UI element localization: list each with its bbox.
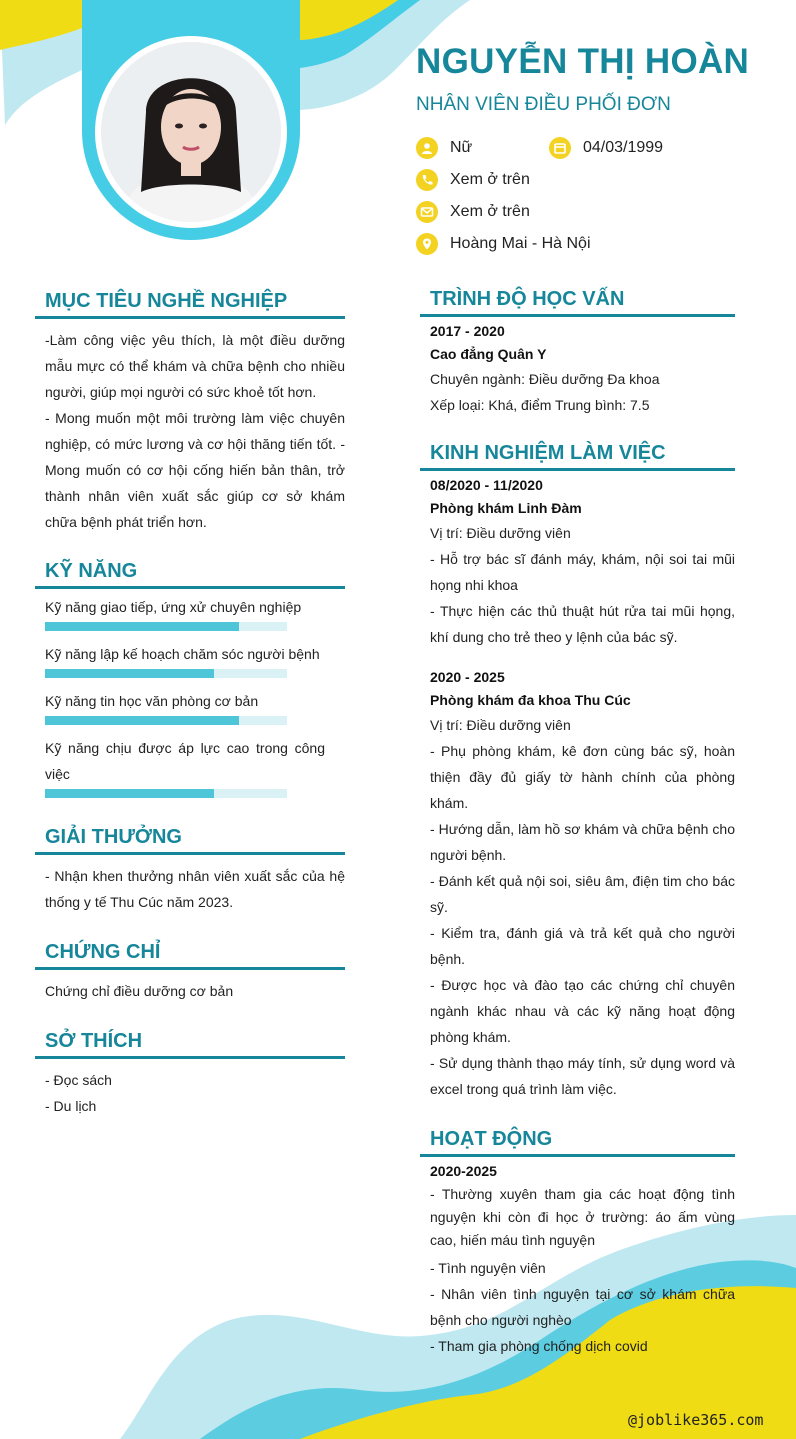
skill-label: Kỹ năng tin học văn phòng cơ bản: [45, 693, 259, 709]
skill-bar-track: [45, 622, 287, 631]
gender-value: Nữ: [450, 139, 473, 156]
job-company: Phòng khám Linh Đàm: [430, 500, 582, 516]
skill-label: Kỹ năng chịu được áp lực cao trong công việc: [45, 740, 325, 782]
job-duty: - Thực hiện các thủ thuật hút rửa tai mũi họng, khí dung cho trẻ theo y lệnh của bác sỹ.: [430, 603, 735, 645]
calendar-icon: [549, 137, 571, 159]
contact-phone: [416, 169, 530, 191]
skills-section: [35, 558, 345, 798]
activities-title: HOẠT ĐỘNG: [420, 1126, 735, 1157]
objective-title: MỤC TIÊU NGHỀ NGHIỆP: [35, 288, 345, 319]
address-value: Hoàng Mai - Hà Nội: [450, 235, 591, 252]
job-company: Phòng khám đa khoa Thu Cúc: [430, 692, 631, 708]
certificates-title: CHỨNG CHỈ: [35, 939, 345, 970]
skill-bar-track: [45, 669, 287, 678]
skills-list: [35, 589, 345, 798]
experience-section: [420, 440, 735, 1102]
skill-bar-track: [45, 789, 287, 798]
job-position: Vị trí: Điều dưỡng viên: [430, 525, 571, 541]
watermark: @joblike365.com: [628, 1411, 764, 1429]
profile-photo: [101, 42, 281, 222]
mail-icon: [416, 201, 438, 223]
hobbies-title: SỞ THÍCH: [35, 1028, 345, 1059]
job-duty: - Kiểm tra, đánh giá và trả kết quả cho người bệnh.: [430, 925, 735, 967]
activity-item: - Tình nguyện viên: [430, 1260, 546, 1276]
skill-bar-fill: [45, 669, 214, 678]
job-period: 08/2020 - 11/2020: [430, 477, 543, 493]
education-title: TRÌNH ĐỘ HỌC VẤN: [420, 286, 735, 317]
skill-item: [45, 641, 345, 678]
objective-text: -Làm công việc yêu thích, là một điều dưỡng mẫu mực có thể khám và chữa bệnh cho nhiều người, giúp mọi người có sức khoẻ tốt hơn. - Mong muốn một môi trường làm việc chuyên nghiệp, có mức lương và cơ hội thăng tiến tốt. - Mong muốn có cơ hội cống hiến bản thân, trở thành nhân viên xuất sắc giúp cơ sở khám chữa bệnh phát triển hơn.: [45, 332, 345, 530]
education-grade: Xếp loại: Khá, điểm Trung bình: 7.5: [430, 397, 650, 413]
activity-item: - Tham gia phòng chống dịch covid: [430, 1338, 648, 1354]
education-school: Cao đẳng Quân Y: [430, 346, 547, 362]
phone-icon: [416, 169, 438, 191]
skill-label: Kỹ năng lập kế hoạch chăm sóc người bệnh: [45, 646, 320, 662]
experience-title: KINH NGHIỆM LÀM VIỆC: [420, 440, 735, 471]
job-duty: - Được học và đào tạo các chứng chỉ chuyên ngành khác nhau và các kỹ năng hoạt động phòng khám.: [430, 977, 735, 1045]
right-column: [420, 286, 735, 1359]
hobby-item: - Đọc sách: [45, 1072, 112, 1088]
certificates-section: [35, 939, 345, 1004]
left-column: [35, 288, 345, 1119]
job-period: 2020 - 2025: [430, 669, 505, 685]
objective-section: [35, 288, 345, 535]
skill-label: Kỹ năng giao tiếp, ứng xử chuyên nghiệp: [45, 599, 302, 615]
job-position: Vị trí: Điều dưỡng viên: [430, 717, 571, 733]
job-duty: - Đánh kết quả nội soi, siêu âm, điện tim cho bác sỹ.: [430, 873, 735, 915]
job-duty: - Phụ phòng khám, kê đơn cùng bác sỹ, hoàn thiện đầy đủ giấy tờ hành chính của phòng khám.: [430, 743, 735, 811]
job-duty: - Sử dụng thành thạo máy tính, sử dụng word và excel trong quá trình làm việc.: [430, 1055, 735, 1097]
candidate-name: NGUYỄN THỊ HOÀN: [416, 42, 750, 81]
skill-item: [45, 735, 345, 798]
education-body: [420, 317, 735, 418]
contact-address: [416, 233, 591, 255]
education-period: 2017 - 2020: [430, 323, 505, 339]
job-duty: - Hỗ trợ bác sĩ đánh máy, khám, nội soi tai mũi họng nhi khoa: [430, 551, 735, 593]
candidate-role: NHÂN VIÊN ĐIỀU PHỐI ĐƠN: [416, 94, 671, 115]
skill-bar-track: [45, 716, 287, 725]
skill-bar-fill: [45, 789, 214, 798]
email-value: Xem ở trên: [450, 203, 530, 220]
hobbies-section: [35, 1028, 345, 1119]
awards-section: [35, 824, 345, 915]
job-duty: - Hướng dẫn, làm hồ sơ khám và chữa bệnh cho người bệnh.: [430, 821, 735, 863]
skill-bar-fill: [45, 716, 239, 725]
activity-item: - Nhân viên tình nguyện tại cơ sở khám chữa bệnh cho người nghèo: [430, 1286, 735, 1328]
awards-title: GIẢI THƯỞNG: [35, 824, 345, 855]
activity-item: - Thường xuyên tham gia các hoạt động tình nguyện khi còn đi học ở trường: áo ấm vùng cao, hiến máu tình nguyện: [430, 1186, 735, 1248]
hobby-item: - Du lịch: [45, 1098, 97, 1114]
certificates-text: Chứng chỉ điều dưỡng cơ bản: [45, 983, 234, 999]
contact-birthday: [549, 137, 663, 159]
activities-period: 2020-2025: [430, 1163, 497, 1179]
birthday-value: 04/03/1999: [583, 139, 664, 156]
education-section: [420, 286, 735, 418]
phone-value: Xem ở trên: [450, 171, 530, 188]
contact-gender: [416, 137, 472, 159]
skill-bar-fill: [45, 622, 239, 631]
activities-section: [420, 1126, 735, 1359]
skill-item: [45, 594, 345, 631]
user-icon: [416, 137, 438, 159]
job-entry: [420, 650, 735, 1102]
education-major: Chuyên ngành: Điều dưỡng Đa khoa: [430, 371, 660, 387]
location-pin-icon: [416, 233, 438, 255]
contact-email: [416, 201, 530, 223]
hobbies-list: [35, 1059, 345, 1119]
skill-item: [45, 688, 345, 725]
awards-text: - Nhận khen thưởng nhân viên xuất sắc của hệ thống y tế Thu Cúc năm 2023.: [45, 868, 345, 910]
job-entry: [420, 471, 735, 650]
activities-body: [420, 1157, 735, 1359]
skills-title: KỸ NĂNG: [35, 558, 345, 589]
